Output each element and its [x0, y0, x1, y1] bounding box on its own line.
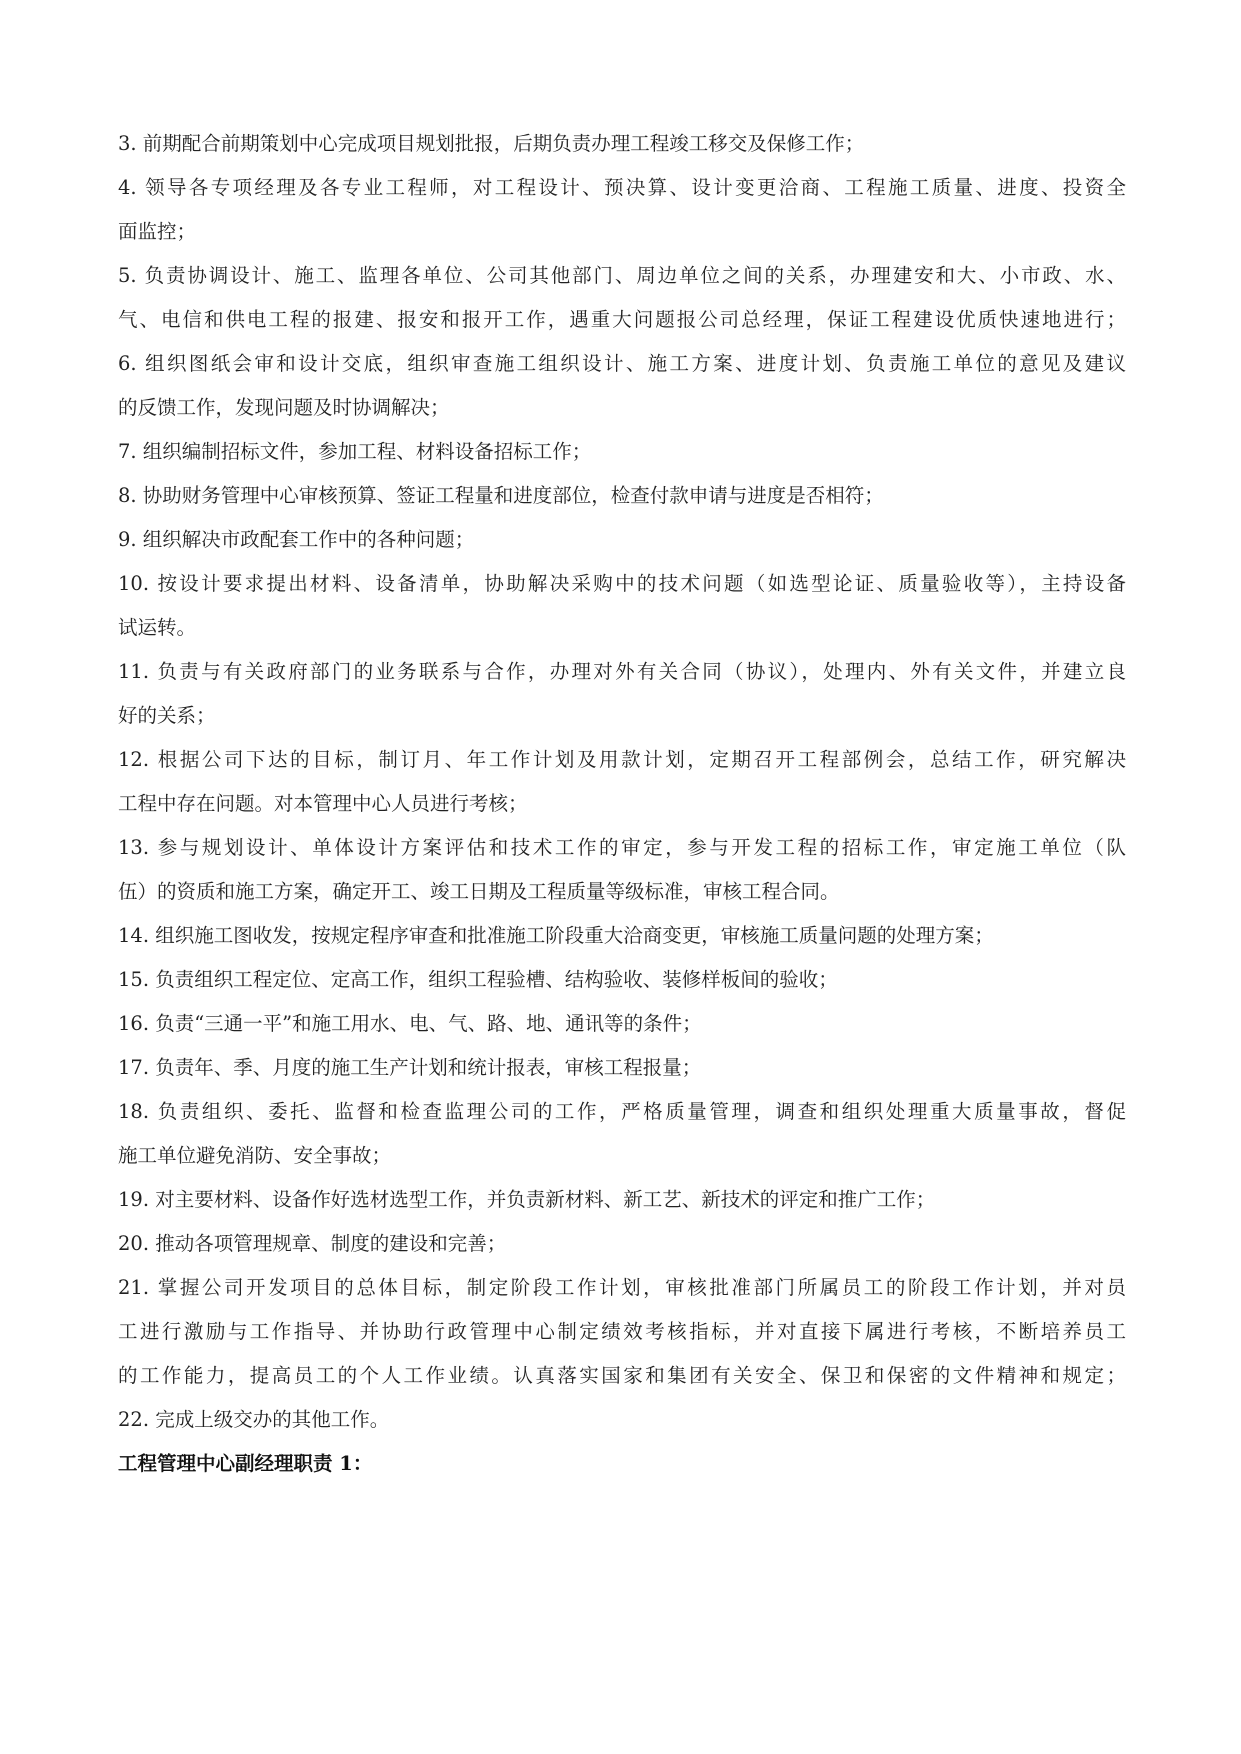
duty-line-12a: 12. 根据公司下达的目标，制订月、年工作计划及用款计划，定期召开工程部例会，总结工作，研究解决 — [118, 748, 1126, 771]
duty-line-13b: 伍）的资质和施工方案，确定开工、竣工日期及工程质量等级标准，审核工程合同。 — [118, 880, 840, 903]
duty-line-4a: 4. 领导各专项经理及各专业工程师，对工程设计、预决算、设计变更洽商、工程施工质量、进度、投资全 — [118, 176, 1126, 199]
duty-line-19: 19. 对主要材料、设备作好选材选型工作，并负责新材料、新工艺、新技术的评定和推广工作； — [118, 1188, 936, 1211]
duty-line-11a: 11. 负责与有关政府部门的业务联系与合作，办理对外有关合同（协议），处理内、外有关文件，并建立良 — [118, 660, 1126, 683]
duty-line-11b: 好的关系； — [118, 704, 216, 727]
duty-line-18b: 施工单位避免消防、安全事故； — [118, 1144, 392, 1167]
duty-line-6b: 的反馈工作，发现问题及时协调解决； — [118, 396, 450, 419]
duty-line-14: 14. 组织施工图收发，按规定程序审查和批准施工阶段重大洽商变更，审核施工质量问题的处理方案； — [118, 924, 994, 947]
section-heading: 工程管理中心副经理职责 1： — [118, 1452, 373, 1475]
duty-line-21c: 的工作能力，提高员工的个人工作业绩。认真落实国家和集团有关安全、保卫和保密的文件精神和规定； — [118, 1364, 1126, 1387]
duty-line-15: 15. 负责组织工程定位、定高工作，组织工程验槽、结构验收、装修样板间的验收； — [118, 968, 838, 991]
duty-line-4b: 面监控； — [118, 220, 197, 243]
document-body — [118, 122, 1126, 1486]
duty-line-21b: 工进行激励与工作指导、并协助行政管理中心制定绩效考核指标，并对直接下属进行考核，不断培养员工 — [118, 1320, 1126, 1343]
duty-line-18a: 18. 负责组织、委托、监督和检查监理公司的工作，严格质量管理，调查和组织处理重大质量事故，督促 — [118, 1100, 1126, 1123]
duty-line-5a: 5. 负责协调设计、施工、监理各单位、公司其他部门、周边单位之间的关系，办理建安和大、小市政、水、 — [118, 264, 1126, 287]
duty-line-7: 7. 组织编制招标文件，参加工程、材料设备招标工作； — [118, 440, 592, 463]
duty-line-21a: 21. 掌握公司开发项目的总体目标，制定阶段工作计划，审核批准部门所属员工的阶段工作计划，并对员 — [118, 1276, 1126, 1299]
duty-line-9: 9. 组织解决市政配套工作中的各种问题； — [118, 528, 475, 551]
duty-line-10b: 试运转。 — [118, 616, 197, 639]
duty-line-12b: 工程中存在问题。对本管理中心人员进行考核； — [118, 792, 528, 815]
duty-line-3: 3. 前期配合前期策划中心完成项目规划批报，后期负责办理工程竣工移交及保修工作； — [118, 132, 865, 155]
duty-line-20: 20. 推动各项管理规章、制度的建设和完善； — [118, 1232, 507, 1255]
duty-line-13a: 13. 参与规划设计、单体设计方案评估和技术工作的审定，参与开发工程的招标工作，审定施工单位（队 — [118, 836, 1126, 859]
duty-line-17: 17. 负责年、季、月度的施工生产计划和统计报表，审核工程报量； — [118, 1056, 702, 1079]
duty-line-6a: 6. 组织图纸会审和设计交底，组织审查施工组织设计、施工方案、进度计划、负责施工单位的意见及建议 — [118, 352, 1126, 375]
duty-line-10a: 10. 按设计要求提出材料、设备清单，协助解决采购中的技术问题（如选型论证、质量验收等），主持设备 — [118, 572, 1126, 595]
duty-line-16: 16. 负责“三通一平”和施工用水、电、气、路、地、通讯等的条件； — [118, 1012, 702, 1035]
duty-line-8: 8. 协助财务管理中心审核预算、签证工程量和进度部位，检查付款申请与进度是否相符； — [118, 484, 884, 507]
duty-line-22: 22. 完成上级交办的其他工作。 — [118, 1408, 390, 1431]
duty-line-5b: 气、电信和供电工程的报建、报安和报开工作，遇重大问题报公司总经理，保证工程建设优质快速地进行； — [118, 308, 1126, 331]
